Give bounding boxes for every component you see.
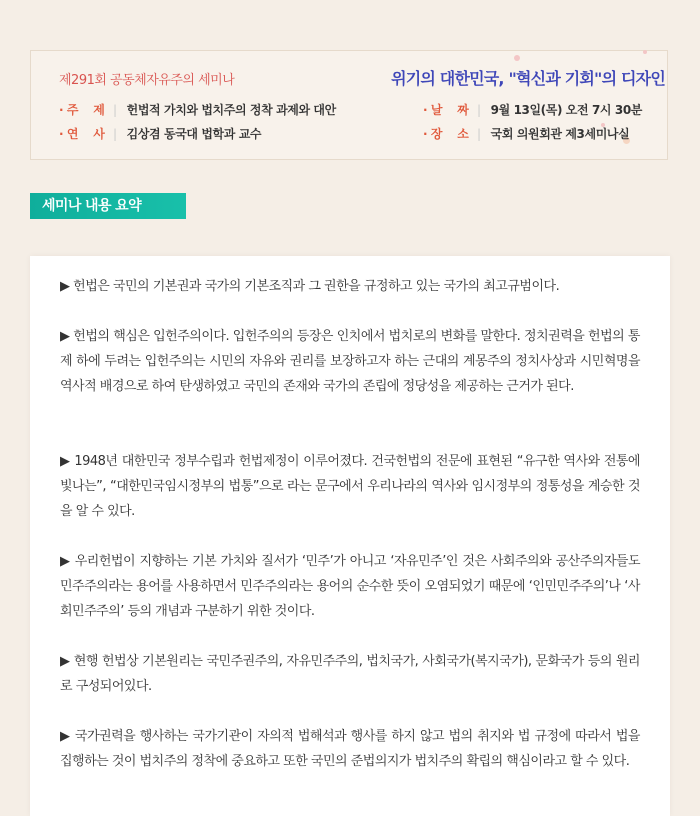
date-label: · 날 짜 <box>423 103 469 117</box>
place-label: · 장 소 <box>423 127 469 141</box>
topic-row <box>59 101 336 118</box>
separator: | <box>477 102 481 117</box>
separator: | <box>113 102 117 117</box>
topic-label: · 주 제 <box>59 103 105 117</box>
summary-paragraph: ▶ 헌법은 국민의 기본권과 국가의 기본조직과 그 권한을 규정하고 있는 국가의 최고규범이다. <box>60 279 560 294</box>
decorative-dot <box>514 55 520 61</box>
summary-paragraph: ▶ 1948년 대한민국 정부수립과 헌법제정이 이루어졌다. 건국헌법의 전문에 표현된 “유구한 역사와 전통에 빛나는”, “대한민국임시정부의 법통”으로 라는 문구에서 우리나라의 역사와 임시정부의 정통성을 계승한 것을 알 수 있다. <box>60 454 640 519</box>
decorative-dot <box>643 50 647 54</box>
summary-paragraph: ▶ 국가권력을 행사하는 국가기관이 자의적 법해석과 행사를 하지 않고 법의 취지와 법 규정에 따라서 법을 집행하는 것이 법치주의 정착에 중요하고 또한 국민의 준법의지가 법치주의 확립의 핵심이라고 할 수 있다. <box>60 729 640 769</box>
separator: | <box>113 126 117 141</box>
separator: | <box>477 126 481 141</box>
summary-paragraph: ▶ 현행 헌법상 기본원리는 국민주권주의, 자유민주주의, 법치국가, 사회국가(복지국가), 문화국가 등의 원리로 구성되어있다. <box>60 654 640 694</box>
summary-content-card <box>30 256 670 816</box>
seminar-info-box <box>30 50 668 160</box>
summary-paragraph: ▶ 우리헌법이 지향하는 기본 가치와 질서가 ‘민주’가 아니고 ‘자유민주’인 것은 사회주의와 공산주의자들도 민주주의라는 용어를 사용하면서 민주주의라는 용어의 순수한 뜻이 오염되었기 때문에 ‘인민민주주의’나 ‘사회민주주의’ 등의 개념과 구분하기 위한 것이다. <box>60 554 640 619</box>
topic-value: 헌법적 가치와 법치주의 정착 과제와 대안 <box>126 103 336 117</box>
place-row <box>423 125 629 142</box>
speaker-row <box>59 125 261 142</box>
date-row <box>423 101 642 118</box>
seminar-headline: 위기의 대한민국, "혁신과 기회"의 디자인 <box>391 69 665 88</box>
date-value: 9월 13일(목) 오전 7시 30분 <box>490 103 642 117</box>
summary-paragraph: ▶ 헌법의 핵심은 입헌주의이다. 입헌주의의 등장은 인치에서 법치로의 변화를 말한다. 정치권력을 헌법의 통제 하에 두려는 입헌주의는 시민의 자유와 권리를 보장하고자 하는 근대의 계몽주의 정치사상과 시민혁명을 역사적 배경으로 하여 탄생하였고 국민의 존재와 국가의 존립에 정당성을 제공하는 근거가 된다. <box>60 329 640 394</box>
speaker-label: · 연 사 <box>59 127 105 141</box>
speaker-value: 김상겸 동국대 법학과 교수 <box>126 127 262 141</box>
place-value: 국회 의원회관 제3세미나실 <box>490 127 630 141</box>
seminar-number: 제291회 공동체자유주의 세미나 <box>59 73 235 88</box>
summary-section-tag: 세미나 내용 요약 <box>30 193 186 219</box>
